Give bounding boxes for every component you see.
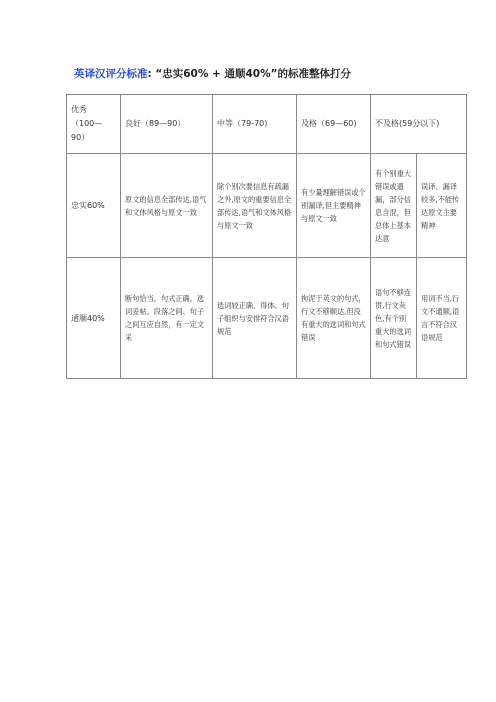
- header-medium: 中等（79-70): [213, 95, 297, 154]
- title-main: 英译汉评分标准: [74, 68, 148, 80]
- header-good: 良好（89—90）: [121, 95, 213, 154]
- cell-fluent-medium: 选词较正确、得体。句子组织与安排符合汉语规范: [213, 258, 297, 379]
- row-label-fluent: 通顺40%: [67, 258, 121, 379]
- header-excellent: [67, 95, 121, 154]
- cell-fluent-good: 断句恰当，句式正确。选词妥帖。段落之间、句子之间互应自然，有一定文采: [121, 258, 213, 379]
- header-excellent-line1: 优秀: [71, 105, 87, 114]
- cell-fluent-fail-a: 语句不够连贯,行文灰色,有个别重大的选词和句式错误: [371, 258, 417, 379]
- header-excellent-line2: （100—90）: [71, 119, 103, 142]
- cell-faithful-pass: 有少量理解错误或个别漏译,但主要精神与原文一致: [297, 154, 371, 258]
- header-fail: 不及格(59分以下): [371, 95, 467, 154]
- table-header-row: [67, 95, 467, 154]
- table-row: [67, 258, 467, 379]
- cell-faithful-medium: 除个别次要信息有疏漏之外,原文的重要信息全部传达,语气和文体风格与原文一致: [213, 154, 297, 258]
- title-rest: : “忠实60% + 通顺40%”的标准整体打分: [147, 68, 352, 80]
- cell-faithful-good: 原文的信息全部传达,语气和文体风格与原文一致: [121, 154, 213, 258]
- cell-fluent-pass: 拘泥于英文的句式，行文不够顺达,但没有重大的选词和句式错误: [297, 258, 371, 379]
- table-row: [67, 154, 467, 258]
- page-title: [74, 66, 474, 81]
- cell-faithful-fail-a: 有个别重大错误或遗漏，部分信息含混，但总体上基本达意: [371, 154, 417, 258]
- row-label-faithful: 忠实60%: [67, 154, 121, 258]
- grading-table: [66, 94, 467, 379]
- cell-fluent-fail-b: 用词不当,行文不通顺,语言不符合汉语规范: [417, 258, 467, 379]
- header-pass: 及格（69—60): [297, 95, 371, 154]
- cell-faithful-fail-b: 误译、漏译较多,不能传达原文主要精神: [417, 154, 467, 258]
